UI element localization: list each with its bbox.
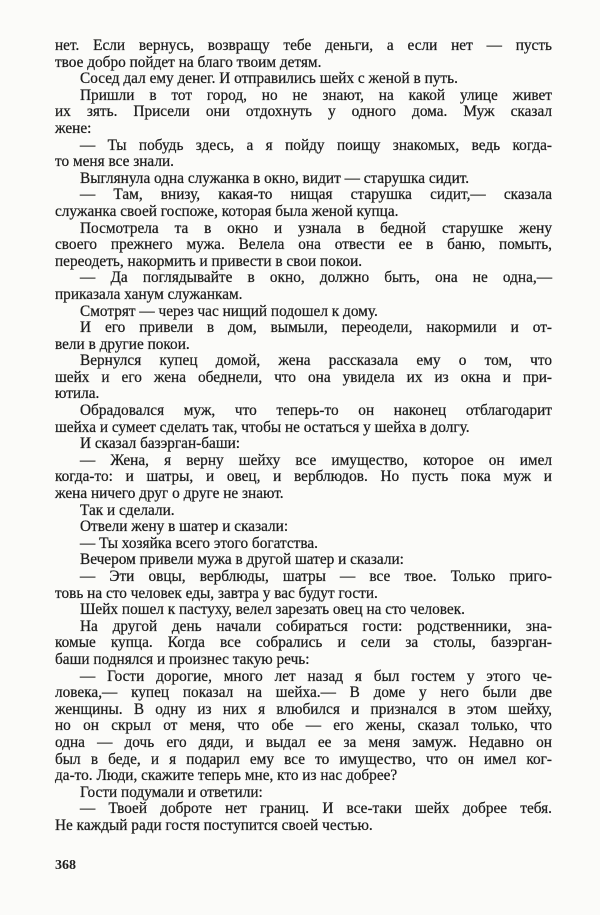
- text-line: — Да поглядывайте в окно, должно быть, она не одна,—: [80, 269, 552, 287]
- paragraph: [55, 536, 552, 553]
- text-line: Отвели жену в шатер и сказали:: [80, 518, 289, 536]
- text-line: ловека,— купец показал на шейха.— В доме у него были две: [55, 684, 552, 702]
- text-line: Так и сделали.: [80, 501, 175, 519]
- paragraph: [55, 602, 552, 619]
- text-line: — Твоей доброте нет границ. И все-таки шейх добрее тебя.: [80, 800, 552, 818]
- text-line: приказала ханум служанкам.: [55, 285, 243, 303]
- text-line: но он скрыл от меня, что обе — его жены, сказал только, что: [55, 717, 552, 735]
- text-line: — Гости дорогие, много лет назад я был гостем у этого че-: [80, 667, 552, 685]
- paragraph: [55, 785, 552, 802]
- text-line: — Жена, я верну шейху все имущество, которое он имел: [80, 451, 552, 469]
- text-line: служанка своей госпоже, которая была женой купца.: [55, 202, 399, 220]
- text-line: Пришли в тот город, но не знают, на какой улице живет: [80, 86, 552, 104]
- paragraph: [55, 801, 552, 834]
- text-line: ютила.: [55, 385, 100, 403]
- paragraph: [55, 403, 552, 436]
- text-line: Обрадовался муж, что теперь-то он наконец отблагодарит: [80, 402, 552, 420]
- paragraph: [55, 304, 552, 321]
- page-number: 368: [55, 858, 76, 873]
- text-line: И сказал базэрган-баши:: [80, 435, 241, 453]
- text-line: женщины. В одну из них я влюбился и признался в этом шейху,: [55, 700, 552, 718]
- text-line: жене:: [55, 119, 92, 137]
- text-line: Посмотрела та в окно и узнала в бедной старушке жену: [80, 219, 552, 237]
- paragraph: [55, 88, 552, 138]
- text-line: нет. Если вернусь, возвращу тебе деньги, а если нет — пусть: [55, 37, 552, 54]
- text-line: комые купца. Когда все собрались и сели за столы, базэрган-: [55, 634, 552, 652]
- text-line: Не каждый ради гостя поступится своей честью.: [55, 816, 373, 834]
- text-line: — Ты хозяйка всего этого богатства.: [80, 534, 319, 552]
- paragraph: [55, 221, 552, 271]
- text-line: товь на сто человек еды, завтра у вас будут гости.: [55, 584, 378, 602]
- text-line: Вернулся купец домой, жена рассказала ему о том, что: [80, 352, 552, 370]
- text-line: их зять. Присели они отдохнуть у одного дома. Муж сказал: [55, 103, 552, 121]
- text-line: твое добро пойдет на благо твоим детям.: [55, 53, 322, 71]
- text-line: жена ничего друг о друге не знают.: [55, 485, 284, 503]
- text-line: был в беде, и я подарил ему все то имущество, что он имел ког-: [55, 750, 552, 768]
- text-line: Гости подумали и ответили:: [80, 783, 263, 801]
- text-line: На другой день начали собираться гости: родственники, зна-: [80, 617, 552, 635]
- text-line: переодеть, накормить и привести в свои покои.: [55, 252, 363, 270]
- paragraph: [55, 187, 552, 220]
- text-line: шейх и его жена обеднели, что она увидела их из окна и при-: [55, 368, 552, 386]
- paragraph: [55, 353, 552, 403]
- body-text: [55, 38, 552, 835]
- paragraph: [55, 453, 552, 503]
- text-line: — Ты побудь здесь, а я пойду поищу знакомых, ведь когда-: [80, 136, 552, 154]
- text-line: — Там, внизу, какая-то нищая старушка сидит,— сказала: [80, 186, 552, 204]
- paragraph: [55, 503, 552, 520]
- text-line: Смотрят — через час нищий подошел к дому.: [80, 302, 378, 320]
- paragraph: [55, 436, 552, 453]
- paragraph: [55, 38, 552, 71]
- paragraph: [55, 171, 552, 188]
- paragraph: [55, 669, 552, 785]
- text-line: — Эти овцы, верблюды, шатры — все твое. Только приго-: [80, 568, 552, 585]
- paragraph: [55, 569, 552, 602]
- text-line: шейха и сумеет сделать так, чтобы не остаться у шейха в долгу.: [55, 418, 470, 436]
- text-line: Сосед дал ему денег. И отправились шейх с женой в путь.: [80, 70, 458, 88]
- text-line: одна — дочь его дяди, и выдал ее за меня замуж. Недавно он: [55, 733, 552, 751]
- text-line: да-то. Люди, скажите теперь мне, кто из нас добрее?: [55, 767, 398, 785]
- paragraph: [55, 619, 552, 669]
- paragraph: [55, 320, 552, 353]
- text-line: своего прежнего мужа. Велела она отвести ее в баню, помыть,: [55, 236, 552, 254]
- paragraph: [55, 138, 552, 171]
- paragraph: [55, 519, 552, 536]
- text-line: то меня все знали.: [55, 153, 174, 171]
- text-line: Шейх пошел к пастуху, велел зарезать овец на сто человек.: [80, 601, 465, 619]
- paragraph: [55, 71, 552, 88]
- text-line: И его привели в дом, вымыли, переодели, накормили и от-: [80, 319, 552, 337]
- paragraph: [55, 270, 552, 303]
- text-line: баши поднялся и произнес такую речь:: [55, 650, 310, 668]
- text-line: вели в другие покои.: [55, 335, 190, 353]
- text-line: Выглянула одна служанка в окно, видит — старушка сидит.: [80, 169, 470, 187]
- text-line: когда-то: и шатры, и овец, и верблюдов. Но пусть пока муж и: [55, 468, 552, 486]
- text-line: Вечером привели мужа в другой шатер и сказали:: [80, 551, 404, 569]
- paragraph: [55, 552, 552, 569]
